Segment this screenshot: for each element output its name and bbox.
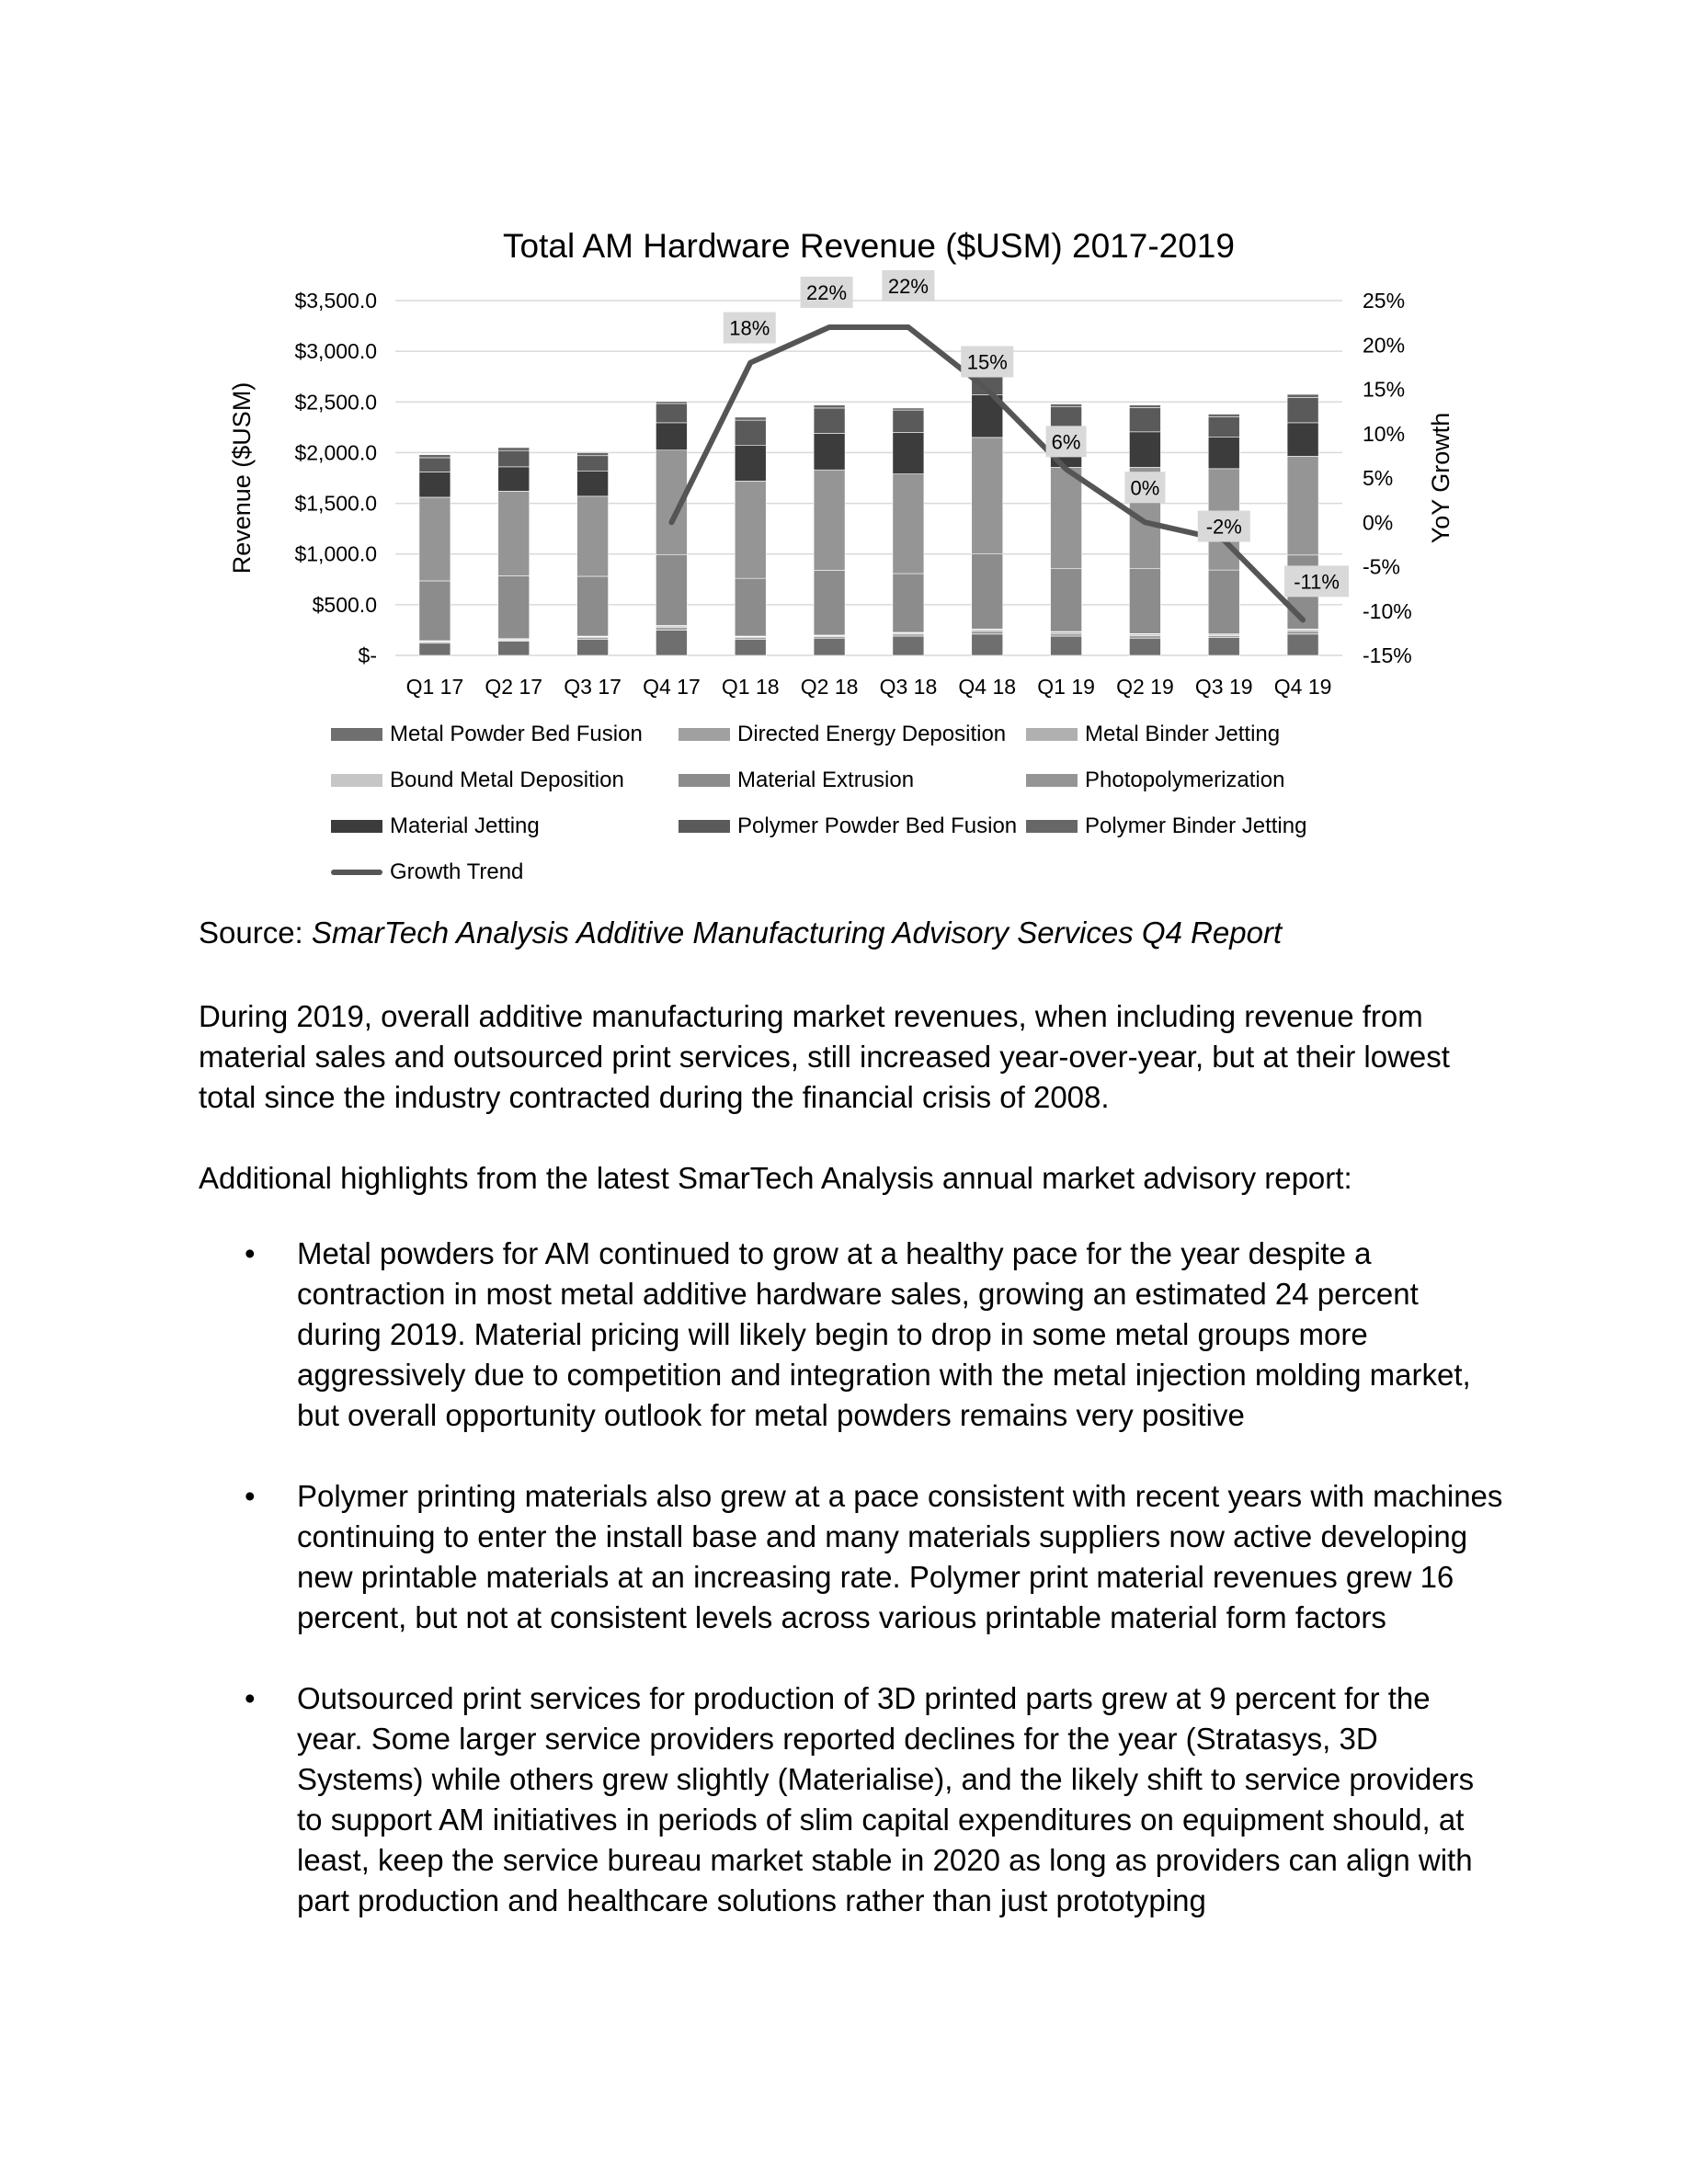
x-tick-label: Q4 19 bbox=[1273, 675, 1332, 699]
x-tick-label: Q2 19 bbox=[1116, 675, 1174, 699]
bar-segment bbox=[498, 491, 530, 575]
x-tick-label: Q3 17 bbox=[564, 675, 622, 699]
y-tick-label: $1,000.0 bbox=[294, 541, 377, 566]
bar-segment bbox=[814, 638, 845, 655]
bar-segment bbox=[1208, 415, 1239, 417]
bar-segment bbox=[498, 467, 530, 491]
legend-label: Material Jetting bbox=[390, 813, 540, 838]
x-tick-label: Q2 17 bbox=[485, 675, 543, 699]
bar-segment bbox=[735, 417, 766, 420]
legend-swatch bbox=[331, 870, 382, 875]
bar-segment bbox=[1129, 569, 1160, 634]
legend-label: Directed Energy Deposition bbox=[737, 722, 1007, 746]
legend-entry bbox=[1026, 768, 1284, 793]
bullet-text: Outsourced print services for production of 3D printed parts grew at 9 percent for the year. Some larger service providers reported declines for the year (Stratasys, 3D Systems) while others grew slightly (Materialise), and the likely shift to service providers to support AM initiatives in periods of slim capital expenditures on equipment should, at least, keep the service bureau market stable in 2020 as long as providers can align with part production and healthcare solutions rather than just prototyping bbox=[297, 1681, 1475, 1917]
chart-svg bbox=[202, 211, 1489, 722]
bar-segment bbox=[893, 408, 924, 410]
legend-swatch bbox=[1026, 774, 1078, 787]
legend-swatch bbox=[679, 728, 730, 741]
legend-entry bbox=[679, 813, 1017, 839]
bar-segment bbox=[814, 405, 845, 408]
bar-segment bbox=[814, 470, 845, 570]
list-item bbox=[199, 1234, 1504, 1436]
legend-entry bbox=[331, 768, 624, 793]
bar-segment bbox=[577, 576, 609, 636]
bar-segment bbox=[498, 642, 530, 655]
bullet-glyph: • bbox=[245, 1236, 256, 1270]
y2-tick-label: 20% bbox=[1363, 333, 1406, 358]
bar-segment bbox=[1129, 407, 1160, 431]
legend-entry bbox=[331, 813, 540, 839]
bar-segment bbox=[1051, 404, 1082, 406]
legend-label: Polymer Powder Bed Fusion bbox=[737, 813, 1018, 838]
bar-segment bbox=[1051, 467, 1082, 568]
data-label: 22% bbox=[806, 280, 848, 304]
legend-entry bbox=[331, 722, 643, 747]
legend-swatch bbox=[1026, 728, 1078, 741]
bar-segment bbox=[577, 639, 609, 655]
legend-entry bbox=[679, 768, 914, 793]
bar-segment bbox=[1208, 635, 1239, 637]
chart-figure bbox=[202, 211, 1489, 910]
legend-entry bbox=[331, 859, 523, 885]
bullet-text: Polymer printing materials also grew at a pace consistent with recent years with machines continuing to enter the install base and many materials suppliers now active developing new printable materials at an increasing rate. Polymer print material revenues grew 16 percent, but not at consistent levels across various printable material form factors bbox=[297, 1479, 1503, 1634]
bar-segment bbox=[893, 574, 924, 632]
bar-segment bbox=[735, 446, 766, 482]
bar-segment bbox=[1051, 569, 1082, 631]
bar-segment bbox=[656, 630, 687, 655]
bar-segment bbox=[498, 450, 530, 467]
bar-segment bbox=[577, 452, 609, 455]
bar-segment bbox=[735, 420, 766, 446]
y2-tick-label: 0% bbox=[1363, 510, 1394, 535]
bar-segment bbox=[1287, 397, 1318, 423]
legend-swatch bbox=[331, 774, 382, 787]
bar-segment bbox=[1051, 633, 1082, 636]
source-line bbox=[199, 916, 1282, 950]
legend-swatch bbox=[679, 774, 730, 787]
data-label: 18% bbox=[729, 316, 770, 340]
legend-label: Metal Binder Jetting bbox=[1085, 722, 1281, 746]
bar-segment bbox=[1287, 631, 1318, 634]
data-label: 6% bbox=[1051, 430, 1081, 454]
legend-entry bbox=[1026, 722, 1280, 747]
source-title: SmarTech Analysis Additive Manufacturing Advisory Services Q4 Report bbox=[311, 916, 1283, 950]
highlights-intro: Additional highlights from the latest SmarTech Analysis annual market advisory report: bbox=[199, 1161, 1352, 1195]
bar-segment bbox=[1208, 438, 1239, 469]
y-tick-label: $500.0 bbox=[312, 592, 377, 617]
bar-segment bbox=[972, 438, 1003, 554]
y-axis-label: Revenue ($USM) bbox=[228, 381, 256, 574]
bar-segment bbox=[1051, 636, 1082, 655]
bar-segment bbox=[814, 433, 845, 470]
bar-segment bbox=[656, 402, 687, 404]
x-tick-label: Q3 19 bbox=[1194, 675, 1253, 699]
bar-segment bbox=[814, 570, 845, 635]
y2-tick-label: 5% bbox=[1363, 466, 1394, 490]
legend-label: Polymer Binder Jetting bbox=[1085, 813, 1307, 838]
bar-segment bbox=[735, 639, 766, 655]
data-label: 0% bbox=[1130, 476, 1160, 500]
bar-segment bbox=[577, 456, 609, 472]
y2-tick-label: 10% bbox=[1363, 421, 1406, 446]
y2-tick-label: 15% bbox=[1363, 377, 1406, 402]
bar-segment bbox=[1287, 394, 1318, 397]
y2-tick-label: -10% bbox=[1363, 598, 1412, 623]
bar-segment bbox=[814, 408, 845, 434]
legend-swatch bbox=[331, 728, 382, 741]
bar-segment bbox=[656, 628, 687, 631]
y2-tick-label: 25% bbox=[1363, 289, 1406, 313]
bar-segment bbox=[893, 432, 924, 473]
bar-segment bbox=[893, 634, 924, 636]
source-prefix: Source: bbox=[199, 916, 312, 950]
bar-segment bbox=[498, 448, 530, 450]
highlights-list bbox=[199, 1234, 1504, 1962]
legend-label: Metal Powder Bed Fusion bbox=[390, 722, 643, 746]
bar-segment bbox=[1287, 634, 1318, 655]
bar-segment bbox=[893, 474, 924, 574]
bar-segment bbox=[972, 634, 1003, 655]
data-label: -11% bbox=[1294, 570, 1340, 594]
legend-swatch bbox=[331, 820, 382, 833]
x-tick-label: Q2 18 bbox=[800, 675, 859, 699]
y-tick-label: $2,500.0 bbox=[294, 390, 377, 415]
y2-axis-label: YoY Growth bbox=[1427, 412, 1454, 544]
y2-tick-label: -15% bbox=[1363, 643, 1412, 667]
bar-segment bbox=[972, 554, 1003, 630]
chart-title: Total AM Hardware Revenue ($USM) 2017-2019 bbox=[503, 227, 1235, 265]
legend-swatch bbox=[679, 820, 730, 833]
bar-segment bbox=[656, 423, 687, 450]
legend-label: Photopolymerization bbox=[1085, 768, 1285, 792]
bar-segment bbox=[1208, 570, 1239, 633]
bar-segment bbox=[1208, 638, 1239, 655]
bar-segment bbox=[656, 554, 687, 625]
bar-segment bbox=[893, 410, 924, 432]
x-tick-label: Q4 17 bbox=[643, 675, 701, 699]
bar-segment bbox=[419, 581, 451, 641]
bar-segment bbox=[419, 643, 451, 655]
data-label: 22% bbox=[887, 274, 929, 298]
y-tick-label: $- bbox=[358, 643, 377, 667]
bar-segment bbox=[893, 636, 924, 655]
x-tick-label: Q3 18 bbox=[879, 675, 938, 699]
bar-segment bbox=[735, 481, 766, 578]
data-label: 15% bbox=[966, 350, 1008, 374]
bullet-glyph: • bbox=[245, 1479, 256, 1513]
y-tick-label: $1,500.0 bbox=[294, 491, 377, 516]
bar-segment bbox=[419, 458, 451, 472]
y-tick-label: $2,000.0 bbox=[294, 440, 377, 465]
bar-segment bbox=[1129, 638, 1160, 655]
bar-segment bbox=[1129, 432, 1160, 468]
legend-label: Bound Metal Deposition bbox=[390, 768, 624, 792]
y-tick-label: $3,000.0 bbox=[294, 339, 377, 364]
x-tick-label: Q1 17 bbox=[405, 675, 464, 699]
bar-segment bbox=[577, 496, 609, 576]
intro-paragraph: During 2019, overall additive manufacturing market revenues, when including revenue from material sales and outsourced print services, still increased year-over-year, but at their lowest total since the industry contracted during the financial crisis of 2008. bbox=[199, 999, 1450, 1114]
x-tick-label: Q1 19 bbox=[1037, 675, 1095, 699]
y2-tick-label: -5% bbox=[1363, 554, 1400, 579]
legend-entry bbox=[679, 722, 1006, 747]
bar-segment bbox=[1287, 423, 1318, 456]
bar-segment bbox=[1208, 417, 1239, 438]
list-item bbox=[199, 1678, 1504, 1921]
legend-label: Material Extrusion bbox=[737, 768, 915, 792]
bullet-text: Metal powders for AM continued to grow at a healthy pace for the year despite a contraction in most metal additive hardware sales, growing an estimated 24 percent during 2019. Material pricing will likely begin to drop in some metal groups more aggressively due to competition and integration with the metal injection molding market, but overall opportunity outlook for metal powders remains very positive bbox=[297, 1236, 1471, 1432]
bar-segment bbox=[1129, 405, 1160, 408]
bar-segment bbox=[656, 404, 687, 423]
bar-segment bbox=[1287, 456, 1318, 555]
bar-segment bbox=[419, 455, 451, 458]
bar-segment bbox=[419, 472, 451, 497]
bar-segment bbox=[577, 471, 609, 496]
bar-segment bbox=[498, 575, 530, 638]
bar-segment bbox=[1129, 635, 1160, 638]
x-tick-label: Q4 18 bbox=[958, 675, 1017, 699]
y-tick-label: $3,500.0 bbox=[294, 289, 377, 313]
bar-segment bbox=[972, 631, 1003, 634]
legend-swatch bbox=[1026, 820, 1078, 833]
legend-entry bbox=[1026, 813, 1306, 839]
bullet-glyph: • bbox=[245, 1681, 256, 1715]
x-tick-label: Q1 18 bbox=[721, 675, 780, 699]
data-label: -2% bbox=[1205, 515, 1242, 539]
bar-segment bbox=[735, 578, 766, 636]
list-item bbox=[199, 1476, 1504, 1638]
bar-segment bbox=[419, 497, 451, 581]
legend-label: Growth Trend bbox=[390, 859, 524, 884]
